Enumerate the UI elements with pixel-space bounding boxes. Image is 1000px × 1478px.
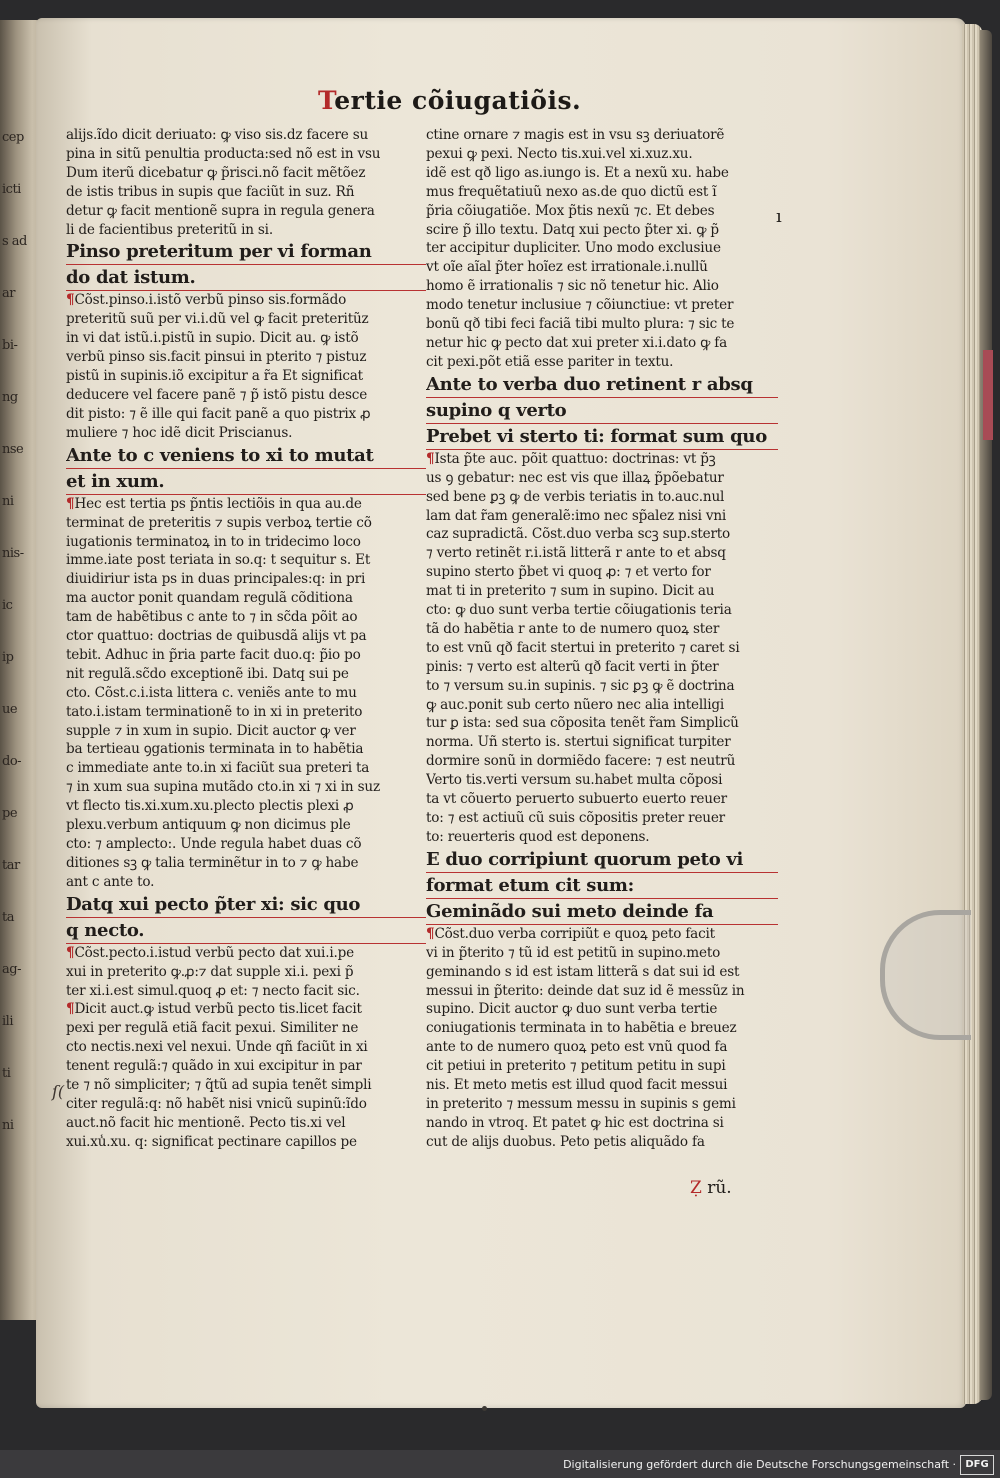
verse-line: E duo corripiunt quorum peto vi bbox=[426, 847, 778, 873]
text-line: te ⁊ nõ simpliciter; ⁊ q̃tũ ad supia tenẽt simpli bbox=[66, 1077, 372, 1094]
left-fragment: tar bbox=[2, 858, 20, 873]
marginal-note: ı bbox=[776, 206, 782, 227]
text-line: vt flecto tis.xi.xum.xu.plecto plectis plexi ꝓ bbox=[66, 798, 354, 815]
text-line: idẽ est qð ligo as.iungo is. Et a nexũ xu. habe bbox=[426, 164, 729, 181]
text-line: cto. Cõst.c.i.ista littera c. veniẽs ante to mu bbox=[66, 684, 357, 701]
text-line: ¶Hec est tertia ps p̃ntis lectiõis in qua au.de bbox=[66, 495, 362, 512]
text-line: cit pexi.põt etiã esse pariter in textu. bbox=[426, 353, 674, 370]
text-line: deducere vel facere panẽ ⁊ p̃ istõ pistu desce bbox=[66, 386, 368, 403]
verse-line: et in xum. bbox=[66, 469, 426, 495]
text-line: netur hic ꝙ pecto dat xui preter xi.i.dato ꝙ fa bbox=[426, 334, 728, 351]
text-line: ter xi.i.est simul.quoq ꝓ et: ⁊ necto facit sic. bbox=[66, 982, 360, 999]
text-line: pina in sitũ penultia producta:sed nõ est in vsu bbox=[66, 145, 381, 162]
text-line: caz supradictã. Cõst.duo verba scꝫ sup.sterto bbox=[426, 526, 731, 543]
text-line: to est vnũ qð facit stertui in preterito ⁊ caret si bbox=[426, 639, 740, 656]
text-line: de istis tribus in supis que faciũt in suz. Rñ bbox=[66, 183, 355, 200]
text-line: ter accipitur dupliciter. Uno modo exclusiue bbox=[426, 240, 721, 257]
text-line: imme.iate post teriata in so.q: t sequitur s. Et bbox=[66, 552, 371, 569]
catchword-prefix: Ẓ bbox=[690, 1178, 702, 1198]
text-line: cto: ꝙ duo sunt verba tertie cõiugationis teria bbox=[426, 602, 732, 619]
text-line: tebit. Adhuc in p̃ria parte facit duo.q: p̃io po bbox=[66, 646, 361, 663]
page-dot bbox=[482, 1406, 487, 1411]
text-line: scire p̃ illo textu. Datq xui pecto p̃ter xi. ꝙ p̃ bbox=[426, 221, 719, 238]
text-line: supple ⁊ in xum in supio. Dicit auctor ꝙ ver bbox=[66, 722, 356, 739]
text-line: verbũ pinso sis.facit pinsui in pterito ⁊ pistuz bbox=[66, 349, 367, 366]
footer-bar bbox=[0, 1450, 1000, 1478]
page-edges bbox=[962, 24, 982, 1404]
book-cover-edge bbox=[980, 30, 992, 1400]
footer-text: Digitalisierung gefördert durch die Deutsche Forschungsgemeinschaft · bbox=[563, 1458, 956, 1471]
text-line: lam dat r̃am generalẽ:imo nec sp̃alez nisi vni bbox=[426, 507, 727, 524]
text-line: supino. Dicit auctor ꝙ duo sunt verba tertie bbox=[426, 1001, 718, 1018]
verse-line: Geminãdo sui meto deinde fa bbox=[426, 899, 778, 925]
left-fragment: nse bbox=[2, 442, 24, 457]
text-line: ⁊ in xum sua supina mutãdo cto.in xi ⁊ xi in suz bbox=[66, 779, 380, 796]
left-text-column bbox=[66, 126, 426, 1152]
text-line: cto: ⁊ amplecto:. Unde regula habet duas cõ bbox=[66, 836, 362, 852]
text-line: plexu.verbum antiquum ꝙ non dicimus ple bbox=[66, 817, 351, 834]
text-line: vi in p̃terito ⁊ tũ id est petitũ in supino.meto bbox=[426, 944, 721, 961]
left-fragment: ue bbox=[2, 702, 18, 717]
text-line: mus frequẽtatiuũ nexo as.de quo dictũ est ĩ bbox=[426, 183, 717, 200]
text-line: pexi per regulã etiã facit pexui. Similiter ne bbox=[66, 1020, 359, 1037]
text-line: c immediate ante to.in xi faciũt sua preteri ta bbox=[66, 760, 370, 777]
text-line: ꝙ auc.ponit sub certo nũero nec alia intelligi bbox=[426, 696, 724, 713]
text-line: dormire sonũ in dormiẽdo facere: ⁊ est neutrũ bbox=[426, 753, 736, 770]
text-line: li de facientibus preteritũ in si. bbox=[66, 221, 273, 238]
right-text-column bbox=[426, 126, 778, 1152]
text-line: nis. Et meto metis est illud quod facit messui bbox=[426, 1077, 728, 1094]
text-line: ta vt cõuerto peruerto subuerto euerto reuer bbox=[426, 791, 727, 808]
text-line: tato.i.istam terminationẽ to in xi in preterito bbox=[66, 703, 363, 720]
text-line: bonũ qð tibi feci faciã tibi multo plura: ⁊ sic te bbox=[426, 316, 735, 333]
text-line: ctine ornare ⁊ magis est in vsu sꝫ deriuatorẽ bbox=[426, 127, 725, 143]
text-line: auct.nõ facit hic mentionẽ. Pecto tis.xi vel bbox=[66, 1114, 346, 1131]
text-line: citer regulã:q: nõ habẽt nisi vnicũ supinũ:ĩdo bbox=[66, 1095, 367, 1112]
left-fragment: ta bbox=[2, 910, 14, 925]
text-line: xui.xu̾.xu. q: significat pectinare capillos pe bbox=[66, 1133, 357, 1150]
text-line: p̃ria cõiugatiõe. Mox p̃tis nexũ ⁊c. Et debes bbox=[426, 202, 715, 219]
text-line: messui in p̃terito: deinde dat suz id ẽ messũz in bbox=[426, 982, 745, 999]
text-line: tur ꝑ ista: sed sua cõposita tenẽt r̃am Simplicũ bbox=[426, 715, 739, 732]
text-line: ditiones sꝫ ꝙ talia terminẽtur in to ⁊ ꝙ habe bbox=[66, 854, 359, 871]
verse-line: Pinso preteritum per vi forman bbox=[66, 239, 426, 265]
text-line: preteritũ suũ per vi.i.dũ vel ꝙ facit preteritũz bbox=[66, 311, 369, 328]
text-line: ⁊ verto retinẽt r.i.istã litterã r ante to et absq bbox=[426, 545, 726, 562]
text-line: supino sterto p̃bet vi quoq ꝓ: ⁊ et verto for bbox=[426, 564, 711, 581]
text-line: ¶Cõst.pinso.i.istõ verbũ pinso sis.formãdo bbox=[66, 292, 347, 309]
verse-line: Prebet vi sterto ti: format sum quo bbox=[426, 424, 778, 450]
text-line: nando in vtroq. Et patet ꝙ hic est doctrina si bbox=[426, 1114, 724, 1131]
text-line: tam de habẽtibus c ante to ⁊ in sc̃da põit ao bbox=[66, 609, 358, 626]
text-line: pinis: ⁊ verto est alterũ qð facit verti in p̃ter bbox=[426, 658, 719, 675]
text-line: us ꝯ gebatur: nec est vis que illaꝝ p̃põebatur bbox=[426, 469, 724, 486]
text-line: in preterito ⁊ messum messu in supinis s gemi bbox=[426, 1095, 736, 1112]
text-line: norma. Uñ sterto is. stertui significat turpiter bbox=[426, 734, 731, 751]
text-line: ¶Cõst.pecto.i.istud verbũ pecto dat xui.i.pe bbox=[66, 944, 354, 961]
text-line: muliere ⁊ hoc idẽ dicit Priscianus. bbox=[66, 424, 293, 441]
left-fragment: ic bbox=[2, 598, 13, 613]
verse-line: format etum cit sum: bbox=[426, 873, 778, 899]
left-fragment: cep bbox=[2, 130, 24, 145]
text-line: ma auctor ponit quandam regulã cõditiona bbox=[66, 590, 353, 607]
text-line: pexui ꝙ pexi. Necto tis.xui.vel xi.xuz.xu. bbox=[426, 145, 693, 162]
text-line: Dum iterũ dicebatur ꝙ p̃risci.nõ facit mẽtõez bbox=[66, 164, 366, 181]
left-fragment: pe bbox=[2, 806, 18, 821]
verse-line: Ante to c veniens to xi to mutat bbox=[66, 443, 426, 469]
text-line: dit pisto: ⁊ ẽ ille qui facit panẽ a quo pistrix ꝓ bbox=[66, 405, 371, 422]
text-line: homo ẽ irrationalis ⁊ sic nõ tenetur hic. Alio bbox=[426, 278, 719, 295]
catchword-text: rũ. bbox=[707, 1178, 732, 1198]
left-fragment: ili bbox=[2, 1014, 13, 1029]
text-line: ¶Dicit auct.ꝙ istud verbũ pecto tis.licet facit bbox=[66, 1001, 362, 1018]
text-line: to ⁊ versum su.in supinis. ⁊ sic ꝑꝫ ꝙ ẽ doctrina bbox=[426, 677, 735, 694]
text-line: to: reuerteris quod est deponens. bbox=[426, 828, 650, 845]
text-line: cto nectis.nexi vel nexui. Unde qñ faciũt in xi bbox=[66, 1039, 368, 1056]
left-fragment: ng bbox=[2, 390, 18, 405]
left-fragment: s ad bbox=[2, 234, 27, 249]
text-line: sed bene ꝑꝫ ꝙ de verbis teriatis in to.auc.nul bbox=[426, 488, 725, 505]
verse-line: q necto. bbox=[66, 918, 426, 944]
text-line: iugationis terminatoꝝ in to in tridecimo loco bbox=[66, 533, 361, 550]
text-line: Verto tis.verti versum su.habet multa cõposi bbox=[426, 772, 723, 789]
margin-annotation: ſ( bbox=[52, 1082, 65, 1101]
left-fragment: do- bbox=[2, 754, 22, 769]
verse-line: Datq xui pecto p̃ter xi: sic quo bbox=[66, 892, 426, 918]
left-fragment: ip bbox=[2, 650, 14, 665]
text-line: cut de alijs duobus. Peto petis aliquãdo fa bbox=[426, 1133, 705, 1150]
text-line: ¶Ista p̃te auc. põit quattuo: doctrinas: vt p̃ꝫ bbox=[426, 450, 716, 467]
text-line: xui in preterito ꝙ.ꝓ:⁊ dat supple xi.i. pexi p̃ bbox=[66, 963, 354, 980]
text-line: modo tenetur inclusiue ⁊ cõiunctiue: vt preter bbox=[426, 297, 734, 314]
text-line: tã do habẽtia r ante to de numero quoꝝ ster bbox=[426, 620, 720, 637]
dfg-logo: DFG bbox=[960, 1455, 994, 1475]
text-line: in vi dat istũ.i.pistũ in supio. Dicit au. ꝙ istõ bbox=[66, 330, 359, 347]
text-line: ba tertieau ꝯgationis terminata in to habẽtia bbox=[66, 741, 364, 758]
left-fragment: ar bbox=[2, 286, 15, 301]
left-fragment: ni bbox=[2, 1118, 14, 1133]
text-line: ant c ante to. bbox=[66, 873, 155, 890]
text-line: ante to de numero quoꝝ peto est vnũ quod fa bbox=[426, 1039, 728, 1056]
text-line: diuidiriur ista ps in duas principales:q: in pri bbox=[66, 571, 366, 588]
left-fragment: nis- bbox=[2, 546, 24, 561]
text-line: nit regulã.sc̃do exceptionẽ ibi. Datq sui pe bbox=[66, 665, 349, 682]
text-line: ¶Cõst.duo verba corripiũt e quoꝝ peto facit bbox=[426, 925, 715, 942]
left-fragment: ni bbox=[2, 494, 14, 509]
text-line: vt oĩe aĩal p̃ter hoĩez est irrationale.i.nullũ bbox=[426, 259, 708, 276]
left-fragment: bi- bbox=[2, 338, 18, 353]
catchword bbox=[690, 1178, 732, 1198]
text-line: cit petiui in preterito ⁊ petitum petitu in supi bbox=[426, 1058, 726, 1075]
text-line: ctor quattuo: doctrias de quibusdã alijs vt pa bbox=[66, 628, 367, 645]
text-line: pistũ in supinis.iõ excipitur a r̃a Et significat bbox=[66, 368, 363, 385]
verse-line: do dat istum. bbox=[66, 265, 426, 291]
text-line: mat ti in preterito ⁊ sum in supino. Dicit au bbox=[426, 583, 715, 600]
text-line: detur ꝙ facit mentionẽ supra in regula genera bbox=[66, 202, 375, 219]
verse-line: Ante to verba duo retinent r absq bbox=[426, 372, 778, 398]
text-line: terminat de preteritis ⁊ supis verboꝝ tertie cõ bbox=[66, 514, 372, 531]
text-line: alijs.ĩdo dicit deriuato: ꝙ viso sis.dz facere su bbox=[66, 127, 369, 143]
text-line: to: ⁊ est actiuũ cũ suis cõpositis preter reuer bbox=[426, 810, 725, 826]
left-fragment: ti bbox=[2, 1066, 11, 1081]
verse-line: supino q verto bbox=[426, 398, 778, 424]
left-fragment: ag- bbox=[2, 962, 21, 977]
bookmark-ribbon bbox=[983, 350, 993, 440]
text-line: tenent regulã:⁊ quãdo in xui excipitur in par bbox=[66, 1058, 362, 1075]
left-fragment: icti bbox=[2, 182, 21, 197]
running-header: Tertie cõiugatiõis. bbox=[318, 86, 582, 115]
text-line: geminando s id est istam litterã s dat sui id est bbox=[426, 963, 740, 980]
text-line: coniugationis terminata in to habẽtia e breuez bbox=[426, 1020, 737, 1037]
